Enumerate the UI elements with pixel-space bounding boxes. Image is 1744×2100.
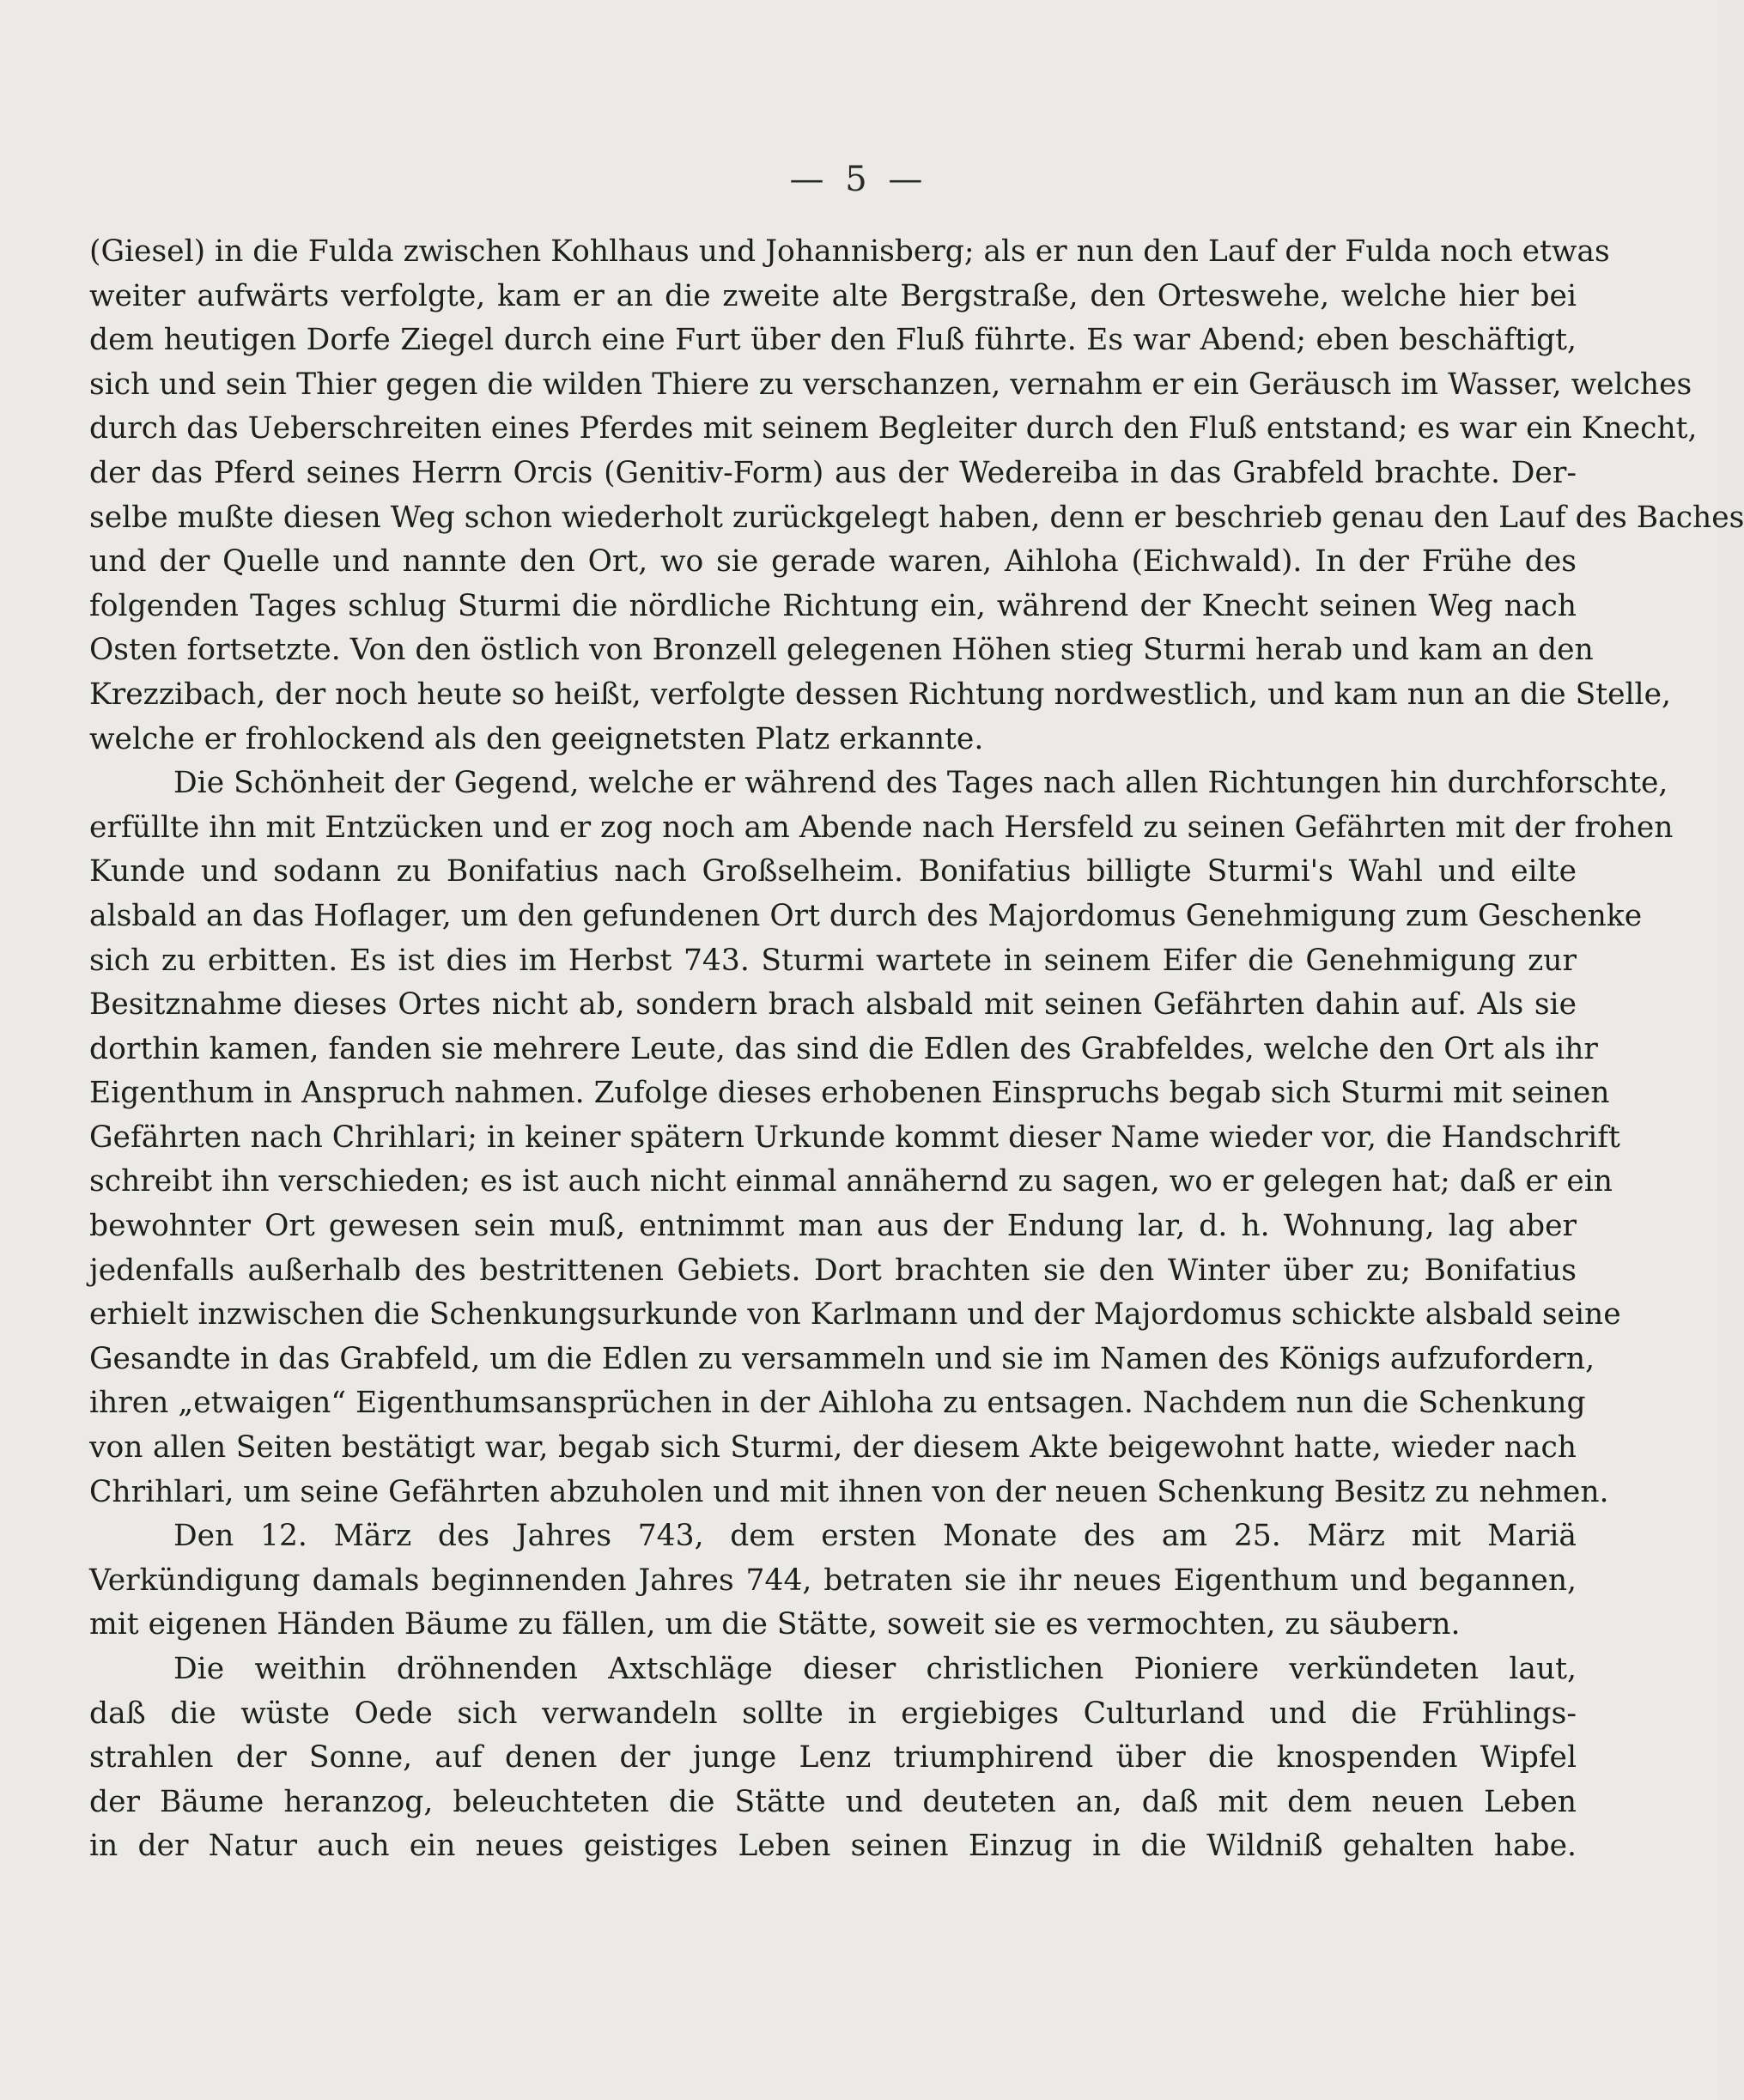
text-line: durch das Ueberschreiten eines Pferdes mit seinem Begleiter durch den Fluß entstand; es war ein Knecht, xyxy=(89,411,1698,446)
text-line: der Bäume heranzog, beleuchteten die Stätte und deuteten an, daß mit dem neuen Leben xyxy=(89,1784,1577,1819)
paragraph-4 xyxy=(89,1648,1577,1869)
text-line: Krezzibach, der noch heute so heißt, verfolgte dessen Richtung nordwestlich, und kam nun an die Stelle, xyxy=(89,677,1671,712)
text-line: und der Quelle und nannte den Ort, wo sie gerade waren, Aihloha (Eichwald). In der Frühe des xyxy=(89,544,1577,580)
text-line: Den 12. März des Jahres 743, dem ersten Monate des am 25. März mit Mariä xyxy=(173,1519,1577,1554)
paragraph-2 xyxy=(89,762,1674,1514)
text-line: ihren „etwaigen“ Eigenthumsansprüchen in der Aihloha zu entsagen. Nachdem nun die Schenkung xyxy=(89,1386,1586,1421)
text-line: Besitznahme dieses Ortes nicht ab, sondern brach alsbald mit seinen Gefährten dahin auf. Als sie xyxy=(89,987,1577,1023)
text-line: alsbald an das Hoflager, um den gefundenen Ort durch des Majordomus Genehmigung zum Geschenke xyxy=(89,898,1643,933)
text-line: in der Natur auch ein neues geistiges Leben seinen Einzug in die Wildniß gehalten habe. xyxy=(89,1829,1577,1864)
text-line: Osten fortsetzte. Von den östlich von Bronzell gelegenen Höhen stieg Sturmi herab und kam an den xyxy=(89,633,1594,668)
text-line: von allen Seiten bestätigt war, begab sich Sturmi, der diesem Akte beigewohnt hatte, wieder nach xyxy=(89,1430,1577,1466)
text-line: Chrihlari, um seine Gefährten abzuholen und mit ihnen von der neuen Schenkung Besitz zu nehmen. xyxy=(89,1474,1609,1509)
text-line: Gesandte in das Grabfeld, um die Edlen zu versammeln und sie im Namen des Königs aufzufordern, xyxy=(89,1341,1595,1376)
text-line: Verkündigung damals beginnenden Jahres 744, betraten sie ihr neues Eigenthum und begannen, xyxy=(89,1563,1577,1598)
text-line: Gefährten nach Chrihlari; in keiner spätern Urkunde kommt dieser Name wieder vor, die Handschrift xyxy=(89,1120,1620,1155)
text-line: bewohnter Ort gewesen sein muß, entnimmt man aus der Endung lar, d. h. Wohnung, lag aber xyxy=(89,1209,1577,1244)
text-line: selbe mußte diesen Weg schon wiederholt zurückgelegt haben, denn er beschrieb genau den Lauf des Baches xyxy=(89,500,1744,535)
text-line: (Giesel) in die Fulda zwischen Kohlhaus und Johannisberg; als er nun den Lauf der Fulda noch etwas xyxy=(89,234,1610,269)
text-line: schreibt ihn verschieden; es ist auch nicht einmal annähernd zu sagen, wo er gelegen hat; daß er ein xyxy=(89,1164,1613,1199)
text-line: dorthin kamen, fanden sie mehrere Leute, das sind die Edlen des Grabfeldes, welche den Ort als ihr xyxy=(89,1031,1598,1066)
text-line: sich und sein Thier gegen die wilden Thiere zu verschanzen, vernahm er ein Geräusch im Wasser, welches xyxy=(89,367,1692,402)
text-line: erhielt inzwischen die Schenkungsurkunde von Karlmann und der Majordomus schickte alsbald seine xyxy=(89,1297,1621,1332)
body-text xyxy=(89,230,1744,1869)
paragraph-3 xyxy=(89,1514,1577,1648)
text-line: strahlen der Sonne, auf denen der junge Lenz triumphirend über die knospenden Wipfel xyxy=(89,1740,1577,1775)
paragraph-1 xyxy=(89,230,1744,762)
page-number: — 5 — xyxy=(789,160,928,199)
text-line: mit eigenen Händen Bäume zu fällen, um die Stätte, soweit sie es vermochten, zu säubern. xyxy=(89,1607,1461,1642)
text-line: weiter aufwärts verfolgte, kam er an die zweite alte Bergstraße, den Orteswehe, welche hier bei xyxy=(89,278,1577,313)
text-line: dem heutigen Dorfe Ziegel durch eine Furt über den Fluß führte. Es war Abend; eben beschäftigt, xyxy=(89,323,1577,358)
text-line: folgenden Tages schlug Sturmi die nördliche Richtung ein, während der Knecht seinen Weg nach xyxy=(89,588,1577,623)
text-line: jedenfalls außerhalb des bestrittenen Gebiets. Dort brachten sie den Winter über zu; Bonifatius xyxy=(89,1253,1577,1288)
text-line: Eigenthum in Anspruch nahmen. Zufolge dieses erhobenen Einspruchs begab sich Sturmi mit seinen xyxy=(89,1076,1610,1111)
text-line: der das Pferd seines Herrn Orcis (Genitiv-Form) aus der Wedereiba in das Grabfeld brachte. Der- xyxy=(89,455,1577,490)
text-line: Die Schönheit der Gegend, welche er während des Tages nach allen Richtungen hin durchforschte, xyxy=(173,766,1668,801)
text-line: Kunde und sodann zu Bonifatius nach Großselheim. Bonifatius billigte Sturmi's Wahl und eilte xyxy=(89,854,1577,889)
text-line: erfüllte ihn mit Entzücken und er zog noch am Abende nach Hersfeld zu seinen Gefährten mit der frohen xyxy=(89,810,1674,845)
text-line: daß die wüste Oede sich verwandeln sollte in ergiebiges Culturland und die Frühlings- xyxy=(89,1696,1577,1731)
text-line: welche er frohlockend als den geeignetsten Platz erkannte. xyxy=(89,721,984,756)
text-line: Die weithin dröhnenden Axtschläge dieser christlichen Pioniere verkündeten laut, xyxy=(173,1652,1577,1686)
text-line: sich zu erbitten. Es ist dies im Herbst 743. Sturmi wartete in seinem Eifer die Genehmigung zur xyxy=(89,943,1577,978)
